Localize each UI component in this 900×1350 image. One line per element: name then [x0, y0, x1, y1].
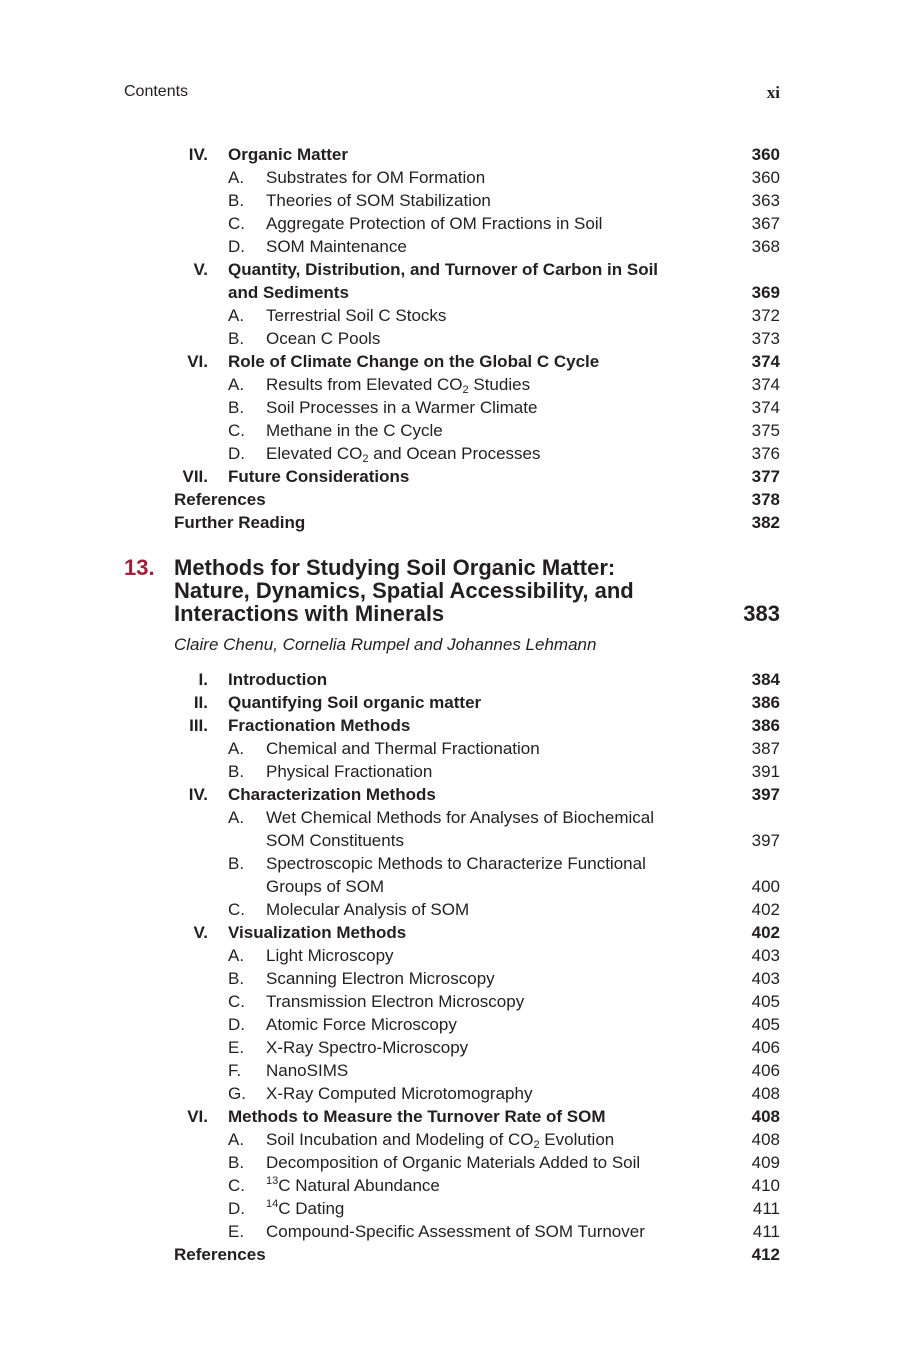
entry-title: [266, 737, 540, 760]
running-head-title: Contents: [124, 83, 189, 100]
toc-entry: [0, 1197, 900, 1220]
toc-entry: [0, 1013, 900, 1036]
entry-letter: A.: [228, 808, 245, 827]
entry-letter: E.: [228, 1222, 245, 1241]
entry-roman-numeral: VII.: [182, 467, 208, 486]
entry-title: [266, 166, 485, 189]
entry-page-number: 378: [751, 490, 780, 509]
entry-letter: A.: [228, 375, 245, 394]
entry-letter: C.: [228, 214, 245, 233]
entry-title-text: Wet Chemical Methods for Analyses of Biochemical: [266, 808, 655, 827]
entry-title-text: Visualization Methods: [228, 923, 407, 942]
chapter-heading: [0, 556, 900, 632]
toc-entry: [0, 1174, 900, 1197]
entry-page-number: 397: [751, 785, 780, 804]
entry-page-number: 406: [751, 1061, 780, 1080]
entry-page-number: 406: [751, 1038, 780, 1057]
entry-roman-numeral: IV.: [188, 785, 208, 804]
running-head-page-number: xi: [766, 83, 780, 102]
entry-title: [266, 1220, 645, 1243]
entry-title-text: X-Ray Computed Microtomography: [266, 1084, 533, 1103]
entry-letter: B.: [228, 1153, 245, 1172]
toc-entry: [0, 1220, 900, 1243]
entry-letter: D.: [228, 444, 245, 463]
toc-entry: [0, 1036, 900, 1059]
toc-entry: [0, 921, 900, 944]
entry-title: [266, 852, 646, 875]
entry-title-text: Theories of SOM Stabilization: [266, 191, 491, 210]
entry-title-text: Evolution: [539, 1130, 615, 1149]
entry-letter: B.: [228, 329, 245, 348]
toc-entry: [0, 875, 900, 898]
entry-page-number: 405: [751, 992, 780, 1011]
entry-title-text: Atomic Force Microscopy: [266, 1015, 457, 1034]
entry-title: [266, 212, 602, 235]
toc-entry: [0, 465, 900, 488]
toc-entry: [0, 760, 900, 783]
entry-page-number: 402: [751, 923, 780, 942]
toc-entry: [0, 442, 900, 465]
entry-page-number: 387: [751, 739, 780, 758]
entry-title-text: Scanning Electron Microscopy: [266, 969, 495, 988]
entry-title-text: Quantifying Soil organic matter: [228, 693, 482, 712]
entry-letter: B.: [228, 191, 245, 210]
entry-page-number: 408: [751, 1084, 780, 1103]
entry-letter: A.: [228, 1130, 245, 1149]
entry-page-number: 408: [751, 1107, 780, 1126]
toc-entry: [0, 944, 900, 967]
entry-title: [266, 419, 443, 442]
entry-title-text: Terrestrial Soil C Stocks: [266, 306, 447, 325]
entry-title-text: Groups of SOM: [266, 877, 385, 896]
entry-page-number: 374: [751, 352, 780, 371]
entry-page-number: 403: [751, 946, 780, 965]
entry-title-text: C Dating: [278, 1199, 345, 1218]
entry-page-number: 408: [751, 1130, 780, 1149]
entry-page-number: 375: [751, 421, 780, 440]
entry-letter: D.: [228, 1199, 245, 1218]
entry-roman-numeral: I.: [198, 670, 208, 689]
entry-letter: B.: [228, 398, 245, 417]
entry-page-number: 376: [751, 444, 780, 463]
entry-title: [266, 1013, 457, 1036]
toc-entry: [0, 373, 900, 396]
entry-page-number: 363: [751, 191, 780, 210]
entry-title-text: Studies: [468, 375, 531, 394]
entry-letter: D.: [228, 237, 245, 256]
entry-title: [266, 327, 380, 350]
chapter-page-number: 383: [743, 601, 780, 626]
entry-title: [266, 967, 495, 990]
entry-page-number: 360: [751, 168, 780, 187]
toc-entry: [0, 898, 900, 921]
toc-entry: [0, 990, 900, 1013]
entry-title-text: Light Microscopy: [266, 946, 394, 965]
entry-letter: G.: [228, 1084, 246, 1103]
entry-page-number: 369: [751, 283, 780, 302]
entry-title-text: Introduction: [228, 670, 328, 689]
entry-roman-numeral: VI.: [187, 1107, 208, 1126]
entry-title: [228, 350, 599, 373]
entry-title-text: SOM Constituents: [266, 831, 404, 850]
entry-page-number: 411: [752, 1222, 780, 1241]
entry-page-number: 367: [751, 214, 780, 233]
entry-title-text: and Ocean Processes: [368, 444, 541, 463]
entry-title: [266, 760, 432, 783]
chapter-authors: Claire Chenu, Cornelia Rumpel and Johannes Lehmann: [174, 635, 597, 654]
entry-title: [266, 373, 530, 396]
entry-title: [228, 691, 481, 714]
entry-title-text: SOM Maintenance: [266, 237, 407, 256]
toc-entry: [0, 258, 900, 281]
entry-title: [228, 714, 410, 737]
entry-subscript: 2: [362, 453, 369, 465]
entry-letter: B.: [228, 969, 245, 988]
entry-title-text: Decomposition of Organic Materials Added to Soil: [266, 1153, 641, 1172]
entry-page-number: 403: [751, 969, 780, 988]
toc-entry: [0, 1059, 900, 1082]
entry-page-number: 412: [751, 1245, 780, 1264]
entry-title: [266, 1151, 640, 1174]
toc-entry: [0, 212, 900, 235]
entry-title-text: Ocean C Pools: [266, 329, 381, 348]
entry-title: [266, 829, 404, 852]
entry-title-text: References: [174, 490, 266, 509]
entry-title: [266, 304, 446, 327]
chapter-title-line: Interactions with Minerals: [174, 601, 445, 626]
entry-title: [266, 189, 491, 212]
entry-letter: A.: [228, 739, 245, 758]
entry-title-text: Fractionation Methods: [228, 716, 411, 735]
toc-entry: [0, 1105, 900, 1128]
entry-title: [266, 235, 407, 258]
entry-title: [266, 396, 537, 419]
entry-page-number: 360: [751, 145, 780, 164]
entry-subscript: 2: [462, 384, 469, 396]
entry-letter: C.: [228, 900, 245, 919]
entry-letter: F.: [228, 1061, 242, 1080]
toc-entry: [0, 511, 900, 534]
entry-title-text: Quantity, Distribution, and Turnover of Carbon in Soil: [228, 260, 659, 279]
entry-title-text: References: [174, 1245, 266, 1264]
entry-title-text: Characterization Methods: [228, 785, 436, 804]
entry-title: [228, 783, 436, 806]
entry-subscript: 2: [533, 1139, 540, 1151]
entry-title: [266, 1174, 440, 1197]
entry-page-number: 382: [751, 513, 780, 532]
entry-roman-numeral: II.: [193, 693, 208, 712]
entry-letter: E.: [228, 1038, 245, 1057]
entry-title-text: Further Reading: [174, 513, 306, 532]
entry-page-number: 397: [751, 831, 780, 850]
toc-entry: [0, 668, 900, 691]
entry-title-text: Soil Processes in a Warmer Climate: [266, 398, 538, 417]
entry-title: [266, 1036, 468, 1059]
entry-title-text: C Natural Abundance: [278, 1176, 440, 1195]
toc-entry: [0, 235, 900, 258]
entry-title: [228, 668, 327, 691]
entry-page-number: 409: [751, 1153, 780, 1172]
entry-title: [266, 1059, 348, 1082]
entry-title-text: X-Ray Spectro-Microscopy: [266, 1038, 469, 1057]
entry-page-number: 368: [751, 237, 780, 256]
entry-page-number: 384: [751, 670, 780, 689]
running-head: [124, 83, 780, 105]
entry-page-number: 402: [751, 900, 780, 919]
toc-entry: [0, 189, 900, 212]
toc-entry: [0, 1128, 900, 1151]
entry-title: [228, 465, 409, 488]
entry-title: [266, 990, 524, 1013]
toc-entry: [0, 396, 900, 419]
entry-page-number: 372: [751, 306, 780, 325]
toc-entry: [0, 783, 900, 806]
toc-entry: [0, 327, 900, 350]
toc-entry: [0, 304, 900, 327]
entry-title: [266, 898, 469, 921]
entry-title-text: Spectroscopic Methods to Characterize Functional: [266, 854, 646, 873]
entry-title-text: NanoSIMS: [266, 1061, 349, 1080]
entry-letter: A.: [228, 306, 245, 325]
entry-page-number: 374: [751, 375, 780, 394]
entry-letter: B.: [228, 762, 245, 781]
chapter-title-line: Nature, Dynamics, Spatial Accessibility, and: [174, 578, 634, 603]
entry-title-text: and Sediments: [228, 283, 349, 302]
entry-title: [266, 1082, 532, 1105]
entry-page-number: 374: [751, 398, 780, 417]
entry-letter: B.: [228, 854, 245, 873]
entry-page-number: 373: [751, 329, 780, 348]
entry-title: [266, 875, 384, 898]
entry-title: [266, 1197, 344, 1220]
entry-superscript: 13: [266, 1175, 279, 1187]
entry-page-number: 410: [751, 1176, 780, 1195]
chapter-number: 13.: [124, 555, 155, 580]
entry-title: [266, 806, 654, 829]
entry-page-number: 411: [752, 1199, 780, 1218]
entry-title-text: Molecular Analysis of SOM: [266, 900, 470, 919]
toc-entry: [0, 806, 900, 829]
entry-title: [266, 442, 541, 465]
entry-superscript: 14: [266, 1198, 279, 1210]
entry-letter: C.: [228, 992, 245, 1011]
entry-page-number: 386: [751, 716, 780, 735]
entry-page-number: 377: [751, 467, 780, 486]
entry-title-text: Organic Matter: [228, 145, 348, 164]
entry-title-text: Future Considerations: [228, 467, 410, 486]
toc-entry: [0, 714, 900, 737]
entry-title-text: Methods to Measure the Turnover Rate of SOM: [228, 1107, 606, 1126]
entry-title-text: Aggregate Protection of OM Fractions in Soil: [266, 214, 603, 233]
entry-letter: D.: [228, 1015, 245, 1034]
entry-title: [228, 143, 348, 166]
entry-page-number: 405: [751, 1015, 780, 1034]
toc-entry: [0, 829, 900, 852]
entry-title-text: Role of Climate Change on the Global C Cycle: [228, 352, 600, 371]
entry-page-number: 391: [751, 762, 780, 781]
toc-entry: [0, 350, 900, 373]
entry-title: [174, 488, 266, 511]
toc-entry: [0, 143, 900, 166]
toc-entry: [0, 1082, 900, 1105]
entry-letter: C.: [228, 1176, 245, 1195]
entry-page-number: 386: [751, 693, 780, 712]
entry-title: [174, 1243, 266, 1266]
entry-roman-numeral: VI.: [187, 352, 208, 371]
entry-title-text: Methane in the C Cycle: [266, 421, 443, 440]
entry-roman-numeral: V.: [193, 923, 208, 942]
toc-entry: [0, 281, 900, 304]
entry-letter: A.: [228, 946, 245, 965]
entry-title: [228, 921, 406, 944]
entry-roman-numeral: III.: [189, 716, 208, 735]
entry-letter: A.: [228, 168, 245, 187]
entry-title-text: Transmission Electron Microscopy: [266, 992, 525, 1011]
entry-title: [266, 944, 394, 967]
entry-roman-numeral: IV.: [188, 145, 208, 164]
toc-entry: [0, 852, 900, 875]
toc-entry: [0, 737, 900, 760]
toc-entry: [0, 691, 900, 714]
chapter-title-line: Methods for Studying Soil Organic Matter:: [174, 555, 616, 580]
entry-title: [174, 511, 305, 534]
entry-title-text: Results from Elevated CO: [266, 375, 463, 394]
toc-entry: [0, 488, 900, 511]
toc-entry: [0, 967, 900, 990]
entry-title-text: Substrates for OM Formation: [266, 168, 486, 187]
toc-entry: [0, 419, 900, 442]
entry-title: [266, 1128, 614, 1151]
entry-letter: C.: [228, 421, 245, 440]
toc-entry: [0, 166, 900, 189]
entry-title-text: Compound-Specific Assessment of SOM Turnover: [266, 1222, 645, 1241]
entry-title-text: Physical Fractionation: [266, 762, 433, 781]
toc-entry: [0, 1151, 900, 1174]
entry-title-text: Chemical and Thermal Fractionation: [266, 739, 540, 758]
entry-title-text: Elevated CO: [266, 444, 363, 463]
entry-page-number: 400: [751, 877, 780, 896]
entry-title: [228, 1105, 606, 1128]
entry-title-text: Soil Incubation and Modeling of CO: [266, 1130, 534, 1149]
entry-title: [228, 258, 658, 281]
entry-title: [228, 281, 349, 304]
toc-entry: [0, 1243, 900, 1266]
entry-roman-numeral: V.: [193, 260, 208, 279]
